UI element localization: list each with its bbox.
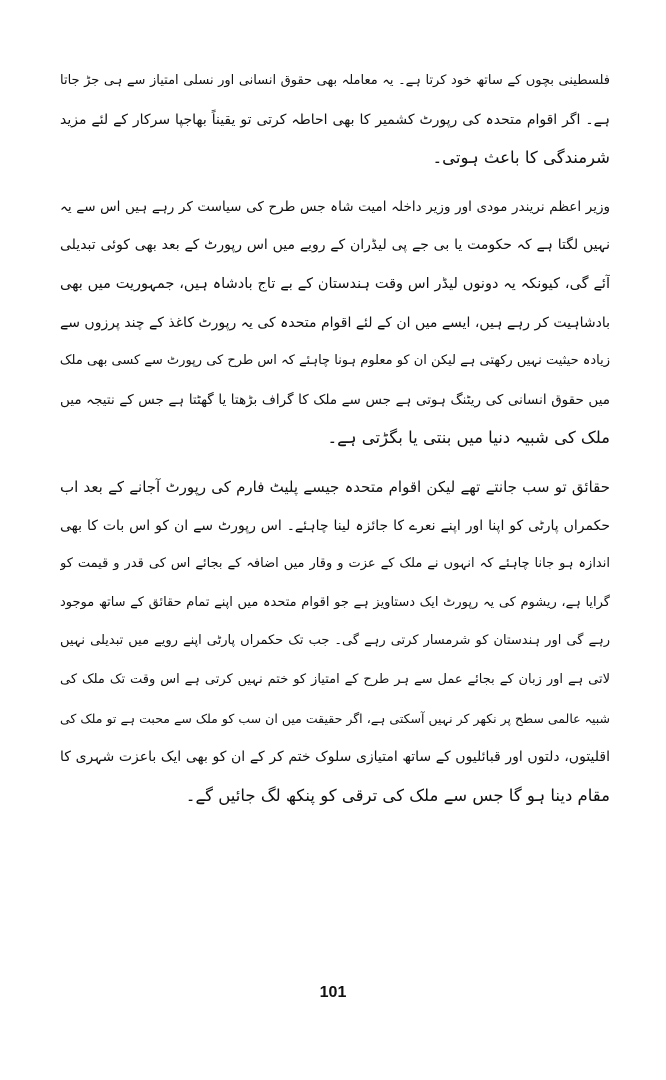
paragraph-3 <box>60 468 610 815</box>
page-number: 101 <box>319 984 347 1001</box>
text-line: رہے گی اور ہندستان کو شرمسار کرتی رہے گی۔ جب تک حکمراں پارٹی اپنے رویے میں تبدیلی نہیں <box>60 633 610 649</box>
text-line: شرمندگی کا باعث ہوتی۔ <box>432 148 610 168</box>
text-line: شبیہ عالمی سطح پر نکھر کر نہیں آسکتی ہے، اگر حقیقت میں ان سب کو ملک سے محبت ہے تو ملک کی <box>60 710 610 726</box>
text-line: زیادہ حیثیت نہیں رکھتی ہے لیکن ان کو معلوم ہونا چاہئے کہ اس طرح کی رپورٹ سے کسی بھی ملک <box>60 353 610 369</box>
paragraph-1 <box>60 62 610 178</box>
text-line: وزیر اعظم نریندر مودی اور وزیر داخلہ امیت شاہ جس طرح کی سیاست کر رہے ہیں اس سے یہ <box>60 198 610 215</box>
text-line: ہے۔ اگر اقوام متحدہ کی رپورٹ کشمیر کا بھی احاطہ کرتی تو یقیناً بھاجپا سرکار کے لئے مزید <box>60 111 610 128</box>
text-line: مقام دینا ہو گا جس سے ملک کی ترقی کو پنکھ لگ جائیں گے۔ <box>185 785 610 805</box>
text-line: بادشاہیت کر رہے ہیں، ایسے میں ان کے لئے اقوام متحدہ کی یہ رپورٹ کاغذ کے چند پرزوں سے <box>60 314 610 331</box>
text-line: آئے گی، کیونکہ یہ دونوں لیڈر اس وقت ہندستان کے بے تاج بادشاہ ہیں، جمہوریت میں بھی <box>60 275 610 292</box>
text-line: اندازہ ہو جانا چاہئے کہ انہوں نے ملک کے عزت و وقار میں اضافہ کے بجائے اس کی قدر و قیمت کو <box>60 556 610 572</box>
text-line: لاتی ہے اور زبان کے بجائے عمل سے ہر طرح کے امتیاز کو ختم نہیں کرتی ہے اس وقت تک ملک کی <box>60 671 610 687</box>
text-line: گرایا ہے، ریشوم کی یہ رپورٹ ایک دستاویز ہے جو اقوام متحدہ میں اپنے تمام حقائق کے ساتھ موجود <box>60 594 610 610</box>
text-line: فلسطینی بچوں کے ساتھ خود کرتا ہے۔ یہ معاملہ بھی حقوق انسانی اور نسلی امتیاز سے ہی جڑ جاتا <box>60 73 610 88</box>
page-body-text <box>60 62 610 815</box>
paragraph-2 <box>60 188 610 458</box>
text-line: حکمراں پارٹی کو اپنا اور اپنے نعرے کا جائزہ لینا چاہئے۔ اس رپورٹ سے ان کو اس بات کا بھی <box>60 517 610 534</box>
text-line: میں حقوق انسانی کی ریٹنگ ہوتی ہے جس سے ملک کا گراف بڑھتا یا گھٹتا ہے جس کے نتیجہ میں <box>60 391 610 408</box>
text-line: حقائق تو سب جانتے تھے لیکن اقوام متحدہ جیسے پلیٹ فارم کی رپورٹ آجانے کے بعد اب <box>60 477 610 496</box>
text-line: ملک کی شبیہ دنیا میں بنتی یا بگڑتی ہے۔ <box>327 428 610 448</box>
paragraph-gap <box>60 458 610 468</box>
paragraph-gap <box>60 178 610 188</box>
text-line: اقلیتوں، دلتوں اور قبائلیوں کے ساتھ امتیازی سلوک ختم کر کے ان کو بھی ایک باعزت شہری کا <box>60 749 610 766</box>
text-line: نہیں لگتا ہے کہ حکومت یا بی جے پی لیڈران کے رویے میں اس رپورٹ کے بعد بھی کوئی تبدیلی <box>60 237 610 254</box>
